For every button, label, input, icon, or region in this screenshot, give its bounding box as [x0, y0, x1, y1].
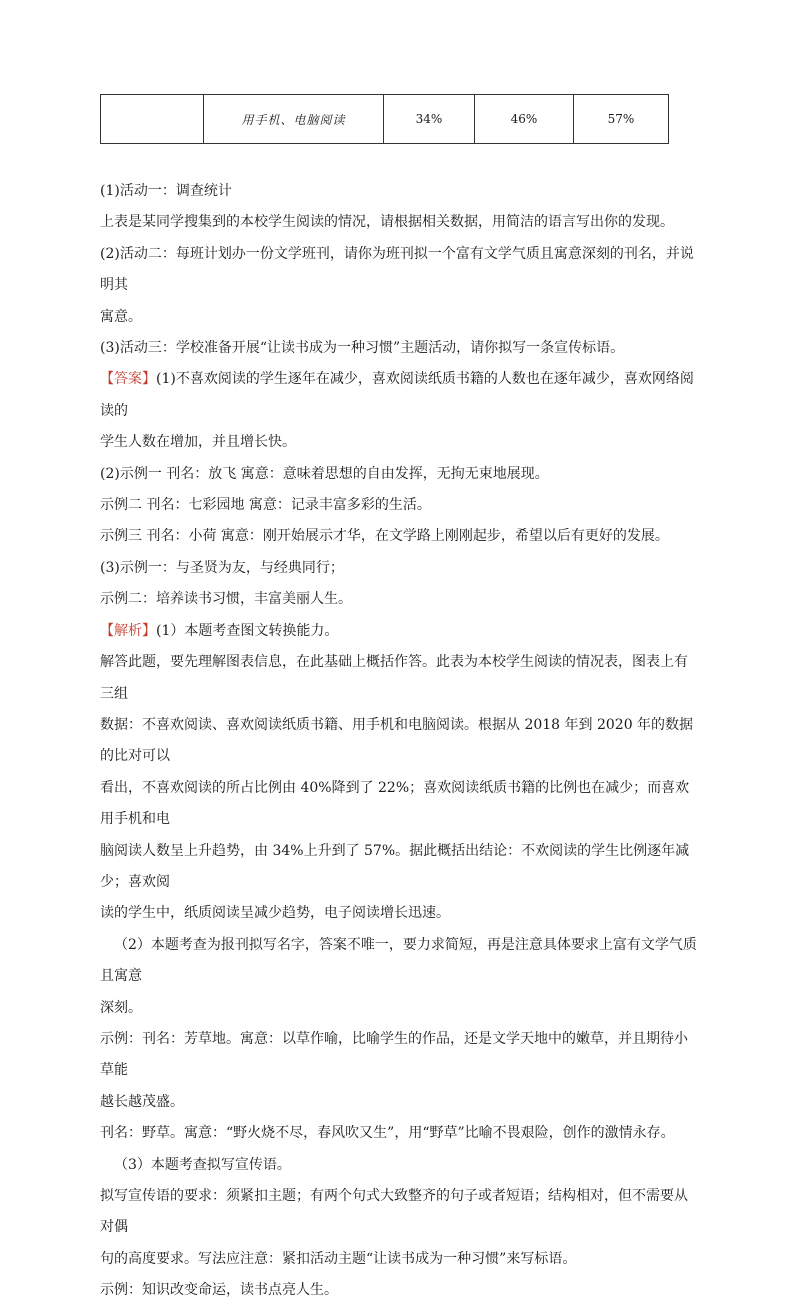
answer-line: 示例二：培养读书习惯，丰富美丽人生。: [100, 591, 352, 608]
analysis-line: 刊名：野草。寓意：“野火烧不尽，春风吹又生”，用“野草”比喻不畏艰险，创作的激情永存。: [100, 1125, 675, 1142]
question-2-line: (2)活动二：每班计划办一份文学班刊，请你为班刊拟一个富有文学气质且寓意深刻的刊名，并说明其: [100, 245, 694, 294]
answer-line: 【答案】(1)不喜欢阅读的学生逐年在减少，喜欢阅读纸质书籍的人数也在逐年减少，喜欢网络阅读的: [100, 371, 694, 419]
analysis-line: （3）本题考查拟写宣传语。: [114, 1156, 291, 1173]
answer-line: 示例二 刊名：七彩园地 寓意：记录丰富多彩的生活。: [100, 497, 431, 514]
analysis-line: 越长越茂盛。: [100, 1093, 184, 1110]
survey-table: [100, 94, 669, 144]
answer-line: 学生人数在增加，并且增长快。: [100, 434, 296, 451]
table-cell: 46%: [475, 95, 574, 144]
table-cell: 57%: [574, 95, 669, 144]
answer-line: (3)示例一：与圣贤为友，与经典同行；: [100, 559, 344, 576]
analysis-line: 示例：知识改变命运，读书点亮人生。: [100, 1282, 338, 1299]
analysis-line: 解答此题，要先理解图表信息，在此基础上概括作答。此表为本校学生阅读的情况表，图表上有三组: [100, 654, 688, 702]
analysis-line: 脑阅读人数呈上升趋势，由 34%上升到了 57%。据此概括出结论：不欢阅读的学生比例逐年减少；喜欢阅: [100, 842, 690, 890]
answer-line: 示例三 刊名：小荷 寓意：刚开始展示才华，在文学路上刚刚起步，希望以后有更好的发展。: [100, 528, 669, 545]
analysis-line: （2）本题考查为报刊拟写名字，答案不唯一，要力求简短，再是注意具体要求上富有文学气质且寓意: [100, 936, 697, 985]
analysis-line: 句的高度要求。写法应注意：紧扣活动主题“让读书成为一种习惯”来写标语。: [100, 1250, 577, 1267]
analysis-line: 示例：刊名：芳草地。寓意：以草作喻，比喻学生的作品，还是文学天地中的嫩草，并且期待小草能: [100, 1030, 688, 1079]
question-3-text: (3)活动三：学校准备开展“让读书成为一种习惯”主题活动，请你拟写一条宣传标语。: [100, 340, 625, 357]
analysis-line: 【解析】(1）本题考查图文转换能力。: [100, 622, 339, 639]
analysis-line: 看出，不喜欢阅读的所占比例由 40%降到了 22%；喜欢阅读纸质书籍的比例也在减少；而喜欢用手机和电: [100, 779, 690, 828]
table-row: [101, 95, 669, 144]
analysis-line: 深刻。: [100, 999, 142, 1016]
question-2-line: 寓意。: [100, 308, 142, 325]
table-cell: 用手机、电脑阅读: [204, 95, 384, 144]
question-content: [100, 176, 700, 1307]
answer-line: (2)示例一 刊名：放飞 寓意：意味着思想的自由发挥，无拘无束地展现。: [100, 465, 549, 482]
question-1-title: (1)活动一：调查统计: [100, 183, 232, 199]
answer-tag: 【答案】: [100, 371, 156, 388]
analysis-tag: 【解析】: [100, 622, 156, 639]
table-cell: 34%: [384, 95, 475, 144]
analysis-line: 数据：不喜欢阅读、喜欢阅读纸质书籍、用手机和电脑阅读。根据从 2018 年到 2020 年的数据的比对可以: [100, 716, 694, 765]
table-cell: [101, 95, 204, 144]
analysis-line: 读的学生中，纸质阅读呈减少趋势，电子阅读增长迅速。: [100, 905, 450, 922]
analysis-line: 拟写宣传语的要求：须紧扣主题；有两个句式大致整齐的句子或者短语；结构相对，但不需要从对偶: [100, 1188, 688, 1236]
question-1-text: 上表是某同学搜集到的本校学生阅读的情况，请根据相关数据，用简洁的语言写出你的发现。: [100, 214, 674, 231]
